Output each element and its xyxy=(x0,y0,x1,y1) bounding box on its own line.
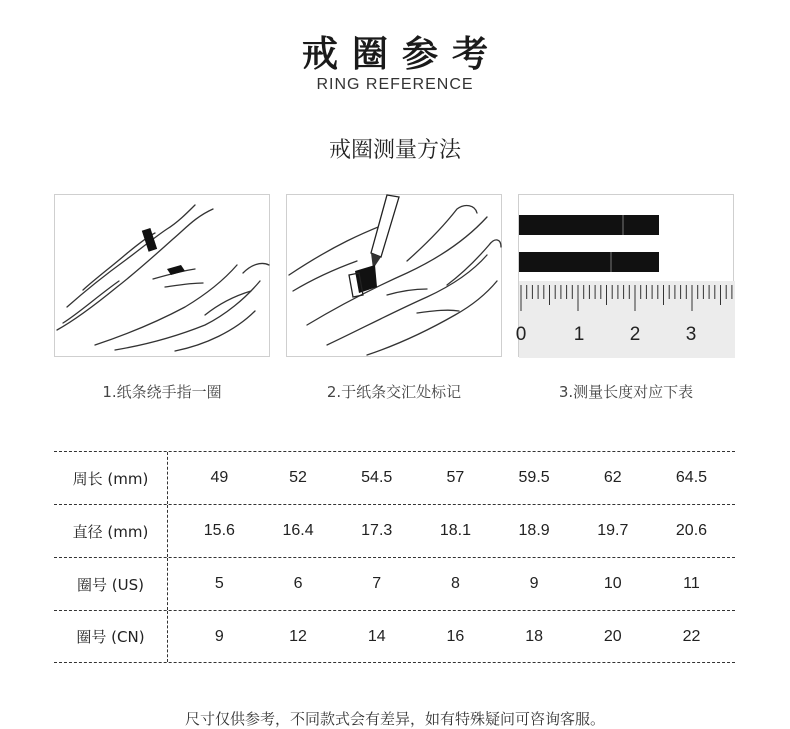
table-cell: 16.4 xyxy=(282,522,314,539)
row-header: 圈号 (US) xyxy=(54,558,168,610)
table-cell: 15.6 xyxy=(203,522,235,539)
step-1-caption: 1.纸条绕手指一圈 xyxy=(102,383,222,401)
table-cell: 62 xyxy=(603,469,622,486)
ruler-label-2: 2 xyxy=(629,324,641,345)
step-3-illustration xyxy=(515,194,734,357)
row-header: 周长 (mm) xyxy=(54,452,168,504)
method-section-title: 戒圈测量方法 xyxy=(328,138,461,163)
ruler-label-3: 3 xyxy=(685,324,697,345)
table-cell: 9 xyxy=(529,575,539,592)
table-cell: 59.5 xyxy=(518,469,550,486)
table-cell: 9 xyxy=(214,627,224,645)
table-cell: 18.9 xyxy=(518,522,550,539)
ruler-label-1: 1 xyxy=(573,324,585,345)
hand-paper-wrap-icon xyxy=(55,195,271,358)
pen-marking-icon xyxy=(287,195,503,358)
table-cell: 19.7 xyxy=(597,522,629,539)
table-row-diameter xyxy=(54,504,735,557)
step-3-caption: 3.测量长度对应下表 xyxy=(558,383,694,401)
table-cell: 22 xyxy=(682,627,701,645)
row-header: 直径 (mm) xyxy=(54,505,168,557)
table-row-circumference xyxy=(54,451,735,504)
table-cell: 11 xyxy=(683,575,700,592)
table-cell: 5 xyxy=(214,575,224,592)
step-1-illustration xyxy=(54,194,270,357)
table-cell: 16 xyxy=(446,627,465,645)
table-cell: 57 xyxy=(446,469,465,486)
page-subtitle: RING REFERENCE xyxy=(316,76,474,93)
row-header: 圈号 (CN) xyxy=(54,611,168,662)
table-cell: 18 xyxy=(525,627,543,645)
table-cell: 8 xyxy=(450,575,460,592)
step-2-caption: 2.于纸条交汇处标记 xyxy=(326,383,462,401)
table-cell: 14 xyxy=(367,627,386,645)
table-cell: 7 xyxy=(372,575,382,592)
ruler-icon xyxy=(515,195,735,358)
table-row-cn-size xyxy=(54,610,735,663)
size-table xyxy=(54,451,735,663)
table-cell: 17.3 xyxy=(361,522,393,539)
footnote: 尺寸仅供参考，不同款式会有差异，如有特殊疑问可咨询客服。 xyxy=(184,710,605,728)
table-cell: 18.1 xyxy=(439,522,471,539)
table-cell: 54.5 xyxy=(361,469,393,486)
step-2-illustration xyxy=(286,194,502,357)
table-cell: 20.6 xyxy=(675,522,708,539)
table-cell: 20 xyxy=(603,627,622,645)
table-cell: 10 xyxy=(603,575,622,592)
table-cell: 12 xyxy=(289,627,307,645)
table-cell: 52 xyxy=(289,469,307,486)
table-cell: 6 xyxy=(293,575,303,592)
ruler-label-0: 0 xyxy=(515,324,527,345)
table-cell: 64.5 xyxy=(675,469,708,486)
table-row-us-size xyxy=(54,557,735,610)
table-cell: 49 xyxy=(210,469,229,486)
page-title: 戒圈参考 xyxy=(301,34,502,75)
